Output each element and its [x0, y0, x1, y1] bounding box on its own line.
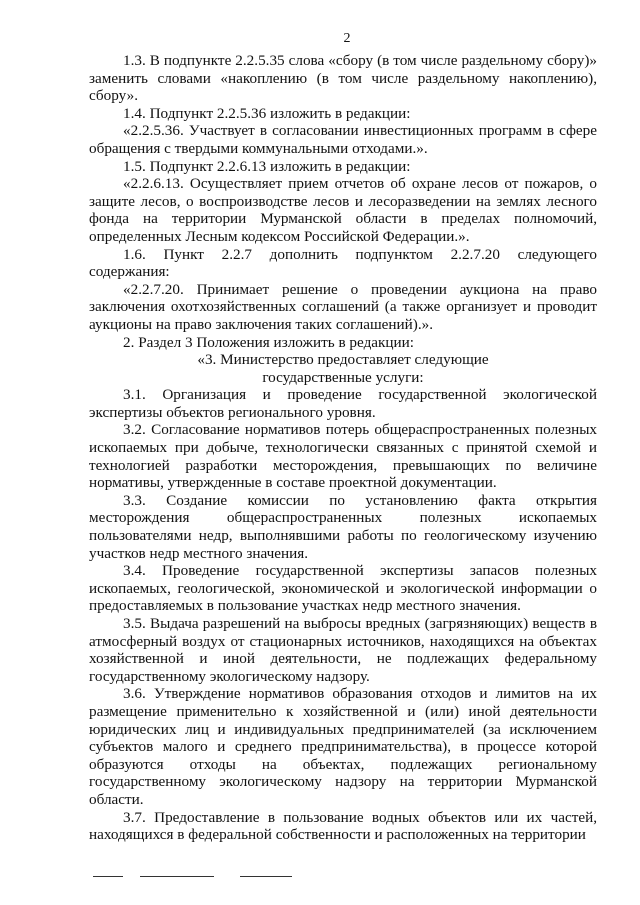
paragraph-1-5: 1.5. Подпункт 2.2.6.13 изложить в редакции: — [123, 157, 411, 175]
service-3-7: 3.7. Предоставление в пользование водных объектов или их частей, находящихся в федеральной собственности и расположенных на территории — [89, 808, 597, 844]
service-3-3: 3.3. Создание комиссии по установлению факта открытия месторождения общераспространенных полезных ископаемых пользователями недр, выполнявшими работы по геологическому изучению участков недр местного значения. — [89, 491, 597, 562]
paragraph-1-6: 1.6. Пункт 2.2.7 дополнить подпунктом 2.2.7.20 следующего содержания: — [89, 245, 597, 281]
service-3-4: 3.4. Проведение государственной экспертизы запасов полезных ископаемых, геологической, экономической и экологической информации о предоставляемых в пользование участках недр местного значения. — [89, 562, 597, 615]
service-3-6: 3.6. Утверждение нормативов образования отходов и лимитов на их размещение применительно к хозяйственной и (или) иной деятельности юридических лиц и индивидуальных предпринимателей (за исключением субъектов малого и среднего предпринимательства), в процессе которой образуются отходы на объектах, подлежащих региональному государственному экологическому надзору на территории Мурманской области. — [89, 685, 597, 808]
footer-divider-middle — [140, 876, 214, 877]
service-3-5: 3.5. Выдача разрешений на выбросы вредных (загрязняющих) веществ в атмосферный воздух от стационарных источников, находящихся на объектах хозяйственной и иной деятельности, не подлежащих федеральному государственному экологическому надзору. — [89, 615, 597, 685]
document-page — [89, 30, 597, 844]
paragraph-2-2-7-20: «2.2.7.20. Принимает решение о проведении аукциона на право заключения охотхозяйственных соглашений (а также организует и проводит аукционы на право заключения таких соглашений).». — [89, 280, 597, 333]
page-number: 2 — [343, 31, 351, 46]
section-heading-line-2: государственные услуги: — [262, 368, 424, 386]
section-heading-line-1: «3. Министерство предоставляет следующие — [197, 351, 489, 369]
service-3-1: 3.1. Организация и проведение государственной экологической экспертизы объектов регионального уровня. — [89, 386, 597, 421]
service-3-2: 3.2. Согласование нормативов потерь общераспространенных полезных ископаемых при добыче, технологически связанных с принятой схемой и технологией разработки месторождения, превышающих по величине нормативы, утвержденные в составе проектной документации. — [89, 421, 597, 492]
footer-divider-right — [240, 876, 292, 877]
paragraph-1-4: 1.4. Подпункт 2.2.5.36 изложить в редакции: — [123, 104, 411, 122]
footer-divider-left — [93, 876, 123, 877]
paragraph-1-3: 1.3. В подпункте 2.2.5.35 слова «сбору (в том числе раздельному сбору)» заменить словами «накоплению (в том числе раздельному накоплению), сбору». — [89, 52, 597, 105]
paragraph-2-2-6-13: «2.2.6.13. Осуществляет прием отчетов об охране лесов от пожаров, о защите лесов, о воспроизводстве лесов и лесоразведении на землях лесного фонда на территории Мурманской области в пределах полномочий, определенных Лесным кодексом Российской Федерации.». — [89, 175, 597, 245]
paragraph-2: 2. Раздел 3 Положения изложить в редакции: — [123, 333, 415, 351]
paragraph-2-2-5-36: «2.2.5.36. Участвует в согласовании инвестиционных программ в сфере обращения с твердыми коммунальными отходами.». — [89, 122, 597, 157]
